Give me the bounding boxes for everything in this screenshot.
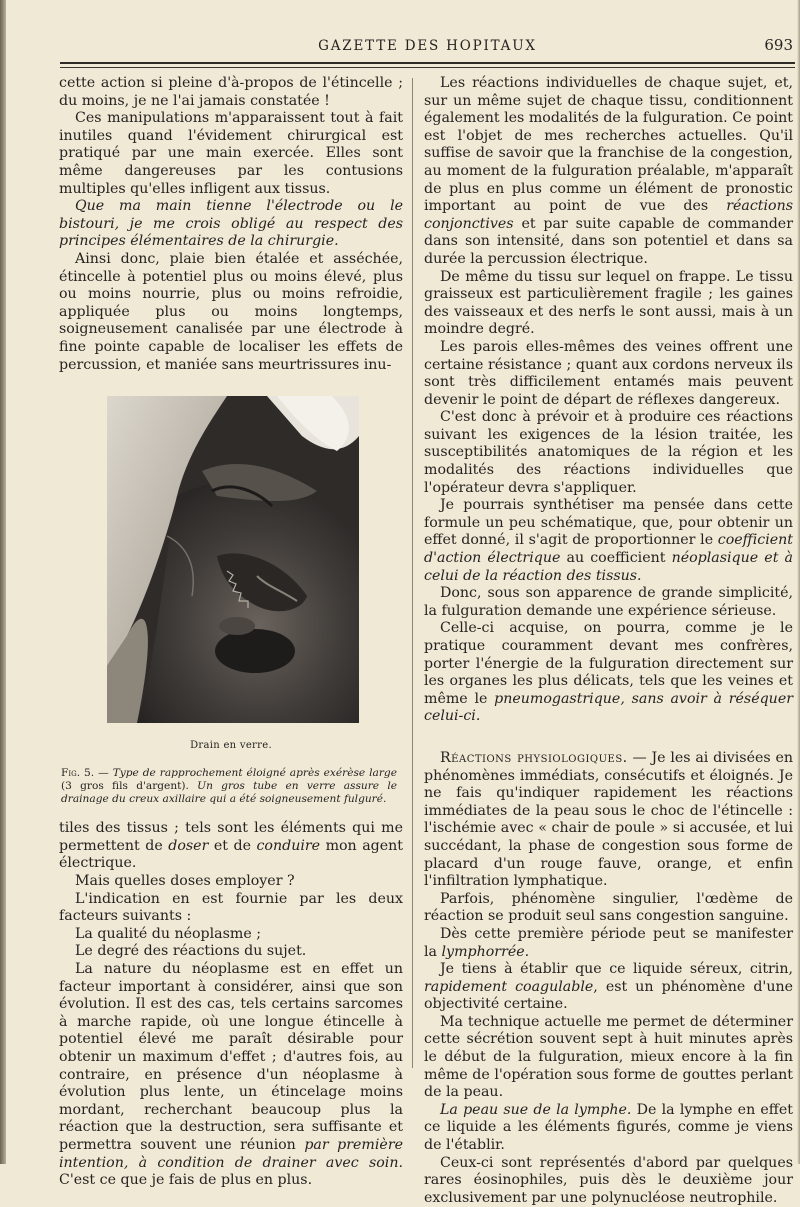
text-run: Je tiens à établir que ce liquide séreux, citrin, — [440, 961, 793, 978]
text-run: De la lymphe en effet ce liquide a les éléments figurés, comme je viens de l'établir. — [424, 1101, 793, 1154]
italic-text: conduire — [256, 837, 321, 854]
italic-text: par première intention, à condition de drainer avec soin. — [59, 1136, 403, 1171]
paragraph — [424, 961, 793, 1014]
italic-text: Que ma main tienne l'électrode ou le bistouri, je me crois obligé au respect des principes élémentaires de la chirurgie. — [59, 198, 403, 250]
paragraph — [424, 926, 793, 961]
italic-text: La peau sue de la lymphe. — [440, 1101, 632, 1118]
legend-dash: — — [94, 766, 113, 779]
page-binding-edge — [0, 0, 6, 1164]
text-run: au coefficient — [560, 550, 672, 567]
legend-text: (3 gros fils d'argent). — [61, 779, 198, 792]
paragraph: cette action si pleine d'à-propos de l'étincelle ; du moins, je ne l'ai jamais constatée ! — [59, 75, 403, 109]
italic-text: pneumogastrique, sans avoir à réséquer celui-ci. — [424, 690, 793, 725]
text-run: Les réactions individuelles de chaque sujet, et, sur un même sujet de chaque tissu, conditionnent également les modalités de la fulguration. Ce point est l'objet de mes recherches actuelles. Qu'il suffise de savoir que la franchise de la congestion, au moment de la fulguration préalable, m'apparaît de plus en plus comme un élément de pronostic important au point de vue des — [424, 75, 793, 215]
text-run: et par suite capable de commander dans son intensité, dans son potentiel et dans sa durée la percussion électrique. — [424, 215, 793, 267]
text-run: Dès cette première période peut se manifester la — [424, 925, 793, 960]
italic-text: lymphorrée. — [441, 943, 530, 960]
italic-text: réactions conjonctives — [424, 198, 793, 232]
figure-5 — [59, 396, 403, 806]
italic-text: rapidement coagulable — [424, 978, 594, 995]
paragraph: Les parois elles-mêmes des veines offrent une certaine résistance ; quant aux cordons nerveux ils sont très difficilement entamés mais peuvent devenir le point de départ de réflexes dangereux. — [424, 338, 793, 408]
text-run: Celle-ci acquise, on pourra, comme je le pratique couramment devant mes confrères, porter l'énergie de la fulguration directement sur les organes les plus délicats, tels que les veines et même le — [424, 620, 793, 707]
column-divider — [412, 78, 413, 1068]
photo-caption: Drain en verre. — [190, 740, 272, 752]
page-number: 693 — [764, 36, 793, 54]
italic-text: coefficient d'action électrique — [424, 532, 793, 567]
figure-legend — [59, 767, 403, 807]
text-run: C'est ce que je fais de plus en plus. — [59, 1172, 313, 1189]
text-run: — Je les ai divisées en phénomènes immédiats, consécutifs et éloignés. Je ne fais qu'indiquer rapidement les réactions immédiates de la peau sous le choc de l'étincelle : l'ischémie avec « chair de poule » si accusée, et lui succédant, la phase de congestion sous forme de placard d'un rouge fauve, orange, et enfin l'infiltration lymphatique. — [424, 749, 793, 890]
text-run: mon agent électrique. — [59, 837, 403, 872]
journal-title: GAZETTE DES HOPITAUX — [318, 38, 537, 54]
paragraph: Mais quelles doses employer ? — [75, 873, 295, 890]
paragraph: La qualité du néoplasme ; — [75, 925, 262, 942]
paragraph — [424, 497, 793, 585]
text-run: tiles des tissus ; tels sont les éléments qui me permettent de — [59, 820, 403, 854]
paragraph — [424, 750, 793, 891]
italic-text: doser — [168, 837, 209, 854]
text-run: et de — [208, 837, 257, 854]
right-column — [424, 75, 793, 1207]
section-heading: Réactions physiologiques. — [440, 749, 628, 766]
paragraph — [424, 75, 793, 269]
legend-text: Un gros tube en verre assure le drainage du creux axillaire qui a été soigneusement fulguré. — [61, 779, 397, 806]
paragraph: Ainsi donc, plaie bien étalée et asséchée, étincelle à potentiel plus ou moins élevé, plus ou moins nourrie, plus ou moins refroidie, appliquée plus ou moins longtemps, soigneusement canalisée par une électrode à fine pointe capable de localiser les effets de percussion, et maniée sans meurtrissures inu- — [59, 250, 403, 373]
paragraph: Le degré des réactions du sujet. — [75, 943, 307, 960]
paragraph: Ma technique actuelle me permet de déterminer cette sécrétion souvent sept à huit minutes après le début de la fulguration, mieux encore à la fin même de l'opération sous forme de gouttes perlant de la peau. — [424, 1013, 793, 1101]
paragraph — [424, 620, 793, 726]
paragraph — [424, 1102, 793, 1155]
header-rule-thick — [60, 62, 795, 64]
paragraph: Ces manipulations m'apparaissent tout à fait inutiles quand l'évidement chirurgical est pratiqué par une main exercée. Elles sont même dangereuses par les contusions multiples qu'elles infligent aux tissus. — [59, 110, 403, 197]
paragraph — [59, 820, 403, 873]
surgical-photograph — [107, 396, 359, 723]
italic-text: néoplasique et à celui de la réaction des tissus. — [424, 550, 793, 584]
paragraph — [59, 961, 403, 1190]
section-spacer — [424, 726, 793, 750]
text-run: Je pourrais synthétiser ma pensée dans cette formule un peu schématique, que, pour obtenir un effet donné, il s'agit de proportionner le — [424, 497, 793, 549]
paragraph: Ceux-ci sont représentés d'abord par quelques rares éosinophiles, puis dès le deuxième jour exclusivement par une polynucléose neutrophile. — [424, 1154, 793, 1206]
header-rule-thin — [60, 67, 795, 68]
paragraph: De même du tissu sur lequel on frappe. Le tissu graisseux est particulièrement fragile ; les gaines des vaisseaux et des nerfs le sont aussi, mais à un moindre degré. — [424, 268, 793, 338]
figure-number: Fig. 5. — [61, 766, 95, 779]
paragraph: C'est donc à prévoir et à produire ces réactions suivant les exigences de la lésion traitée, les susceptibilités anatomiques de la région et les modalités des réactions individuelles que l'opérateur devra s'appliquer. — [424, 409, 793, 496]
photograph-image — [107, 396, 359, 723]
running-header — [60, 38, 795, 58]
paragraph — [59, 198, 403, 251]
legend-text: Type de rapprochement éloigné après exérèse large — [112, 766, 397, 779]
left-column — [59, 75, 403, 1190]
text-run: La nature du néoplasme est en effet un facteur important à considérer, ainsi que son évolution. Il est des cas, tels certains sarcomes à marche rapide, où une longue étincelle à potentiel élevé me paraît désirable pour obtenir un maximum d'effet ; d'autres fois, au contraire, en présence d'un néoplasme à évolution plus lente, un étincelage moins mordant, recherchant beaucoup plus la réaction que la destruction, sera suffisante et permettra souvent une réunion — [59, 961, 403, 1153]
paragraph: Parfois, phénomène singulier, l'œdème de réaction se produit seul sans congestion sanguine. — [424, 890, 793, 925]
paragraph: L'indication en est fournie par les deux facteurs suivants : — [59, 890, 403, 925]
text-run: , est un phénomène d'une objectivité certaine. — [424, 978, 793, 1013]
paragraph: Donc, sous son apparence de grande simplicité, la fulguration demande une expérience sérieuse. — [424, 585, 793, 619]
